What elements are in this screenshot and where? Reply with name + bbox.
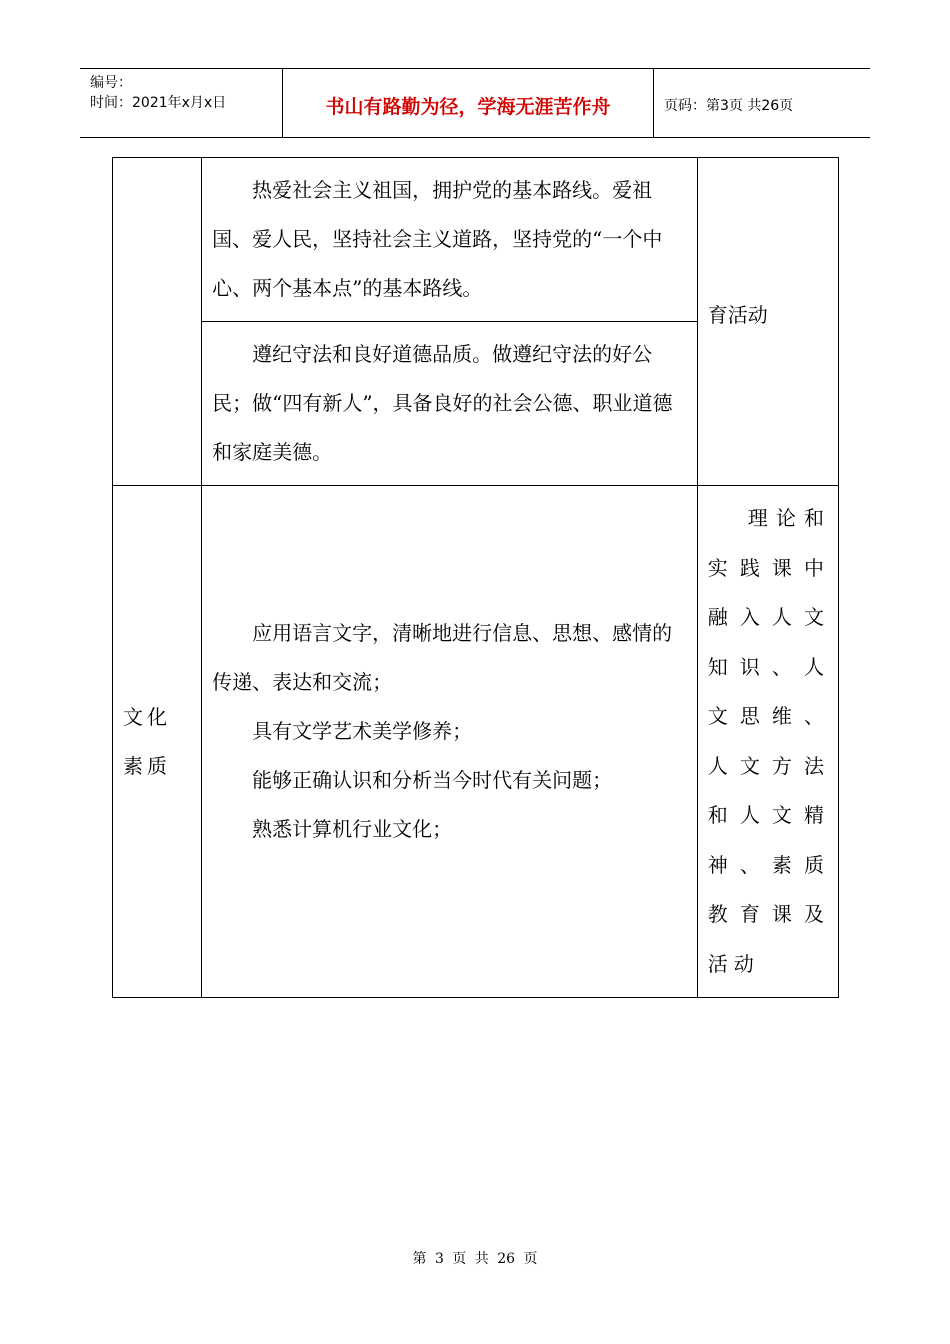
motto: 书山有路勤为径，学海无涯苦作舟 <box>282 69 654 137</box>
label-cell <box>113 486 202 998</box>
method-text: 育活动 <box>707 303 768 327</box>
table-row <box>113 486 839 998</box>
requirement-text: 具有文学艺术美学修养； <box>252 719 473 743</box>
method-text: 理论和实践课中融入人文知识、人文思维、人文方法和人文精神、素质教育课及活动 <box>707 506 830 976</box>
method-cell <box>697 158 838 486</box>
page-footer: 第 3 页 共 26 页 <box>412 1251 538 1267</box>
requirement-text: 热爱社会主义祖国，拥护党的基本路线。爱祖国、爱人民，坚持社会主义道路，坚持党的“一个中心、两个基本点”的基本路线。 <box>212 178 663 300</box>
requirement-text: 能够正确认识和分析当今时代有关问题； <box>252 768 613 792</box>
time-label: 时间：2021年x月x日 <box>90 95 227 111</box>
number-label: 编号： <box>90 75 132 91</box>
requirement-text: 遵纪守法和良好道德品质。做遵纪守法的好公民；做“四有新人”，具备良好的社会公德、职业道德和家庭美德。 <box>212 342 673 464</box>
page-header <box>80 68 870 138</box>
requirement-text: 应用语言文字，清晰地进行信息、思想、感情的传递、表达和交流； <box>212 621 673 694</box>
requirement-cell <box>202 486 698 998</box>
content-table <box>112 157 839 998</box>
header-left-cell <box>80 69 282 137</box>
table-row <box>113 158 839 322</box>
empty-label-cell <box>113 158 202 486</box>
requirement-cell <box>202 322 698 486</box>
page-info: 页码：第3页 共26页 <box>664 98 794 114</box>
requirement-cell <box>202 158 698 322</box>
requirement-text: 熟悉计算机行业文化； <box>252 817 453 841</box>
category-label: 文化素质 <box>123 704 171 778</box>
method-cell <box>697 486 838 998</box>
